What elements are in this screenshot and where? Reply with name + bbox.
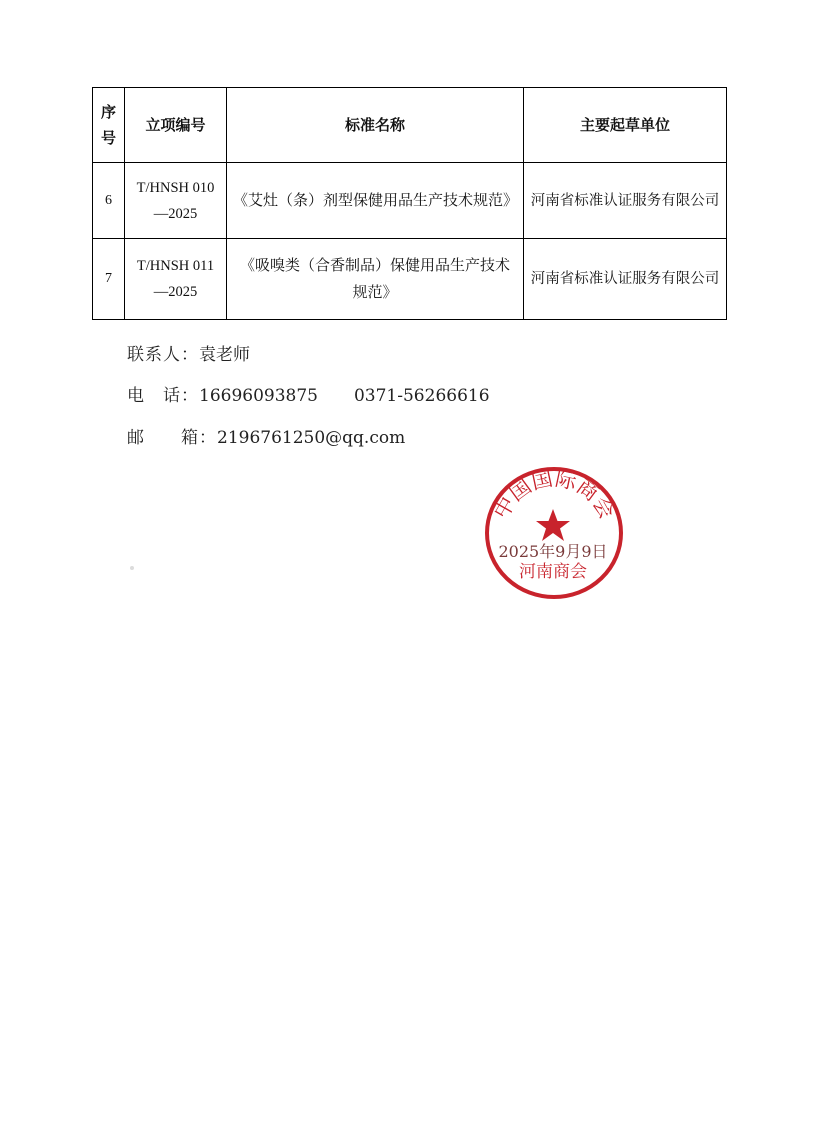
contact-person-line [127, 340, 250, 365]
contact-email-label: 邮 箱： [127, 428, 217, 448]
seal-bottom-text: 河南商会 [519, 562, 587, 582]
header-index: 序号 [93, 88, 125, 163]
row-org: 河南省标准认证服务有限公司 [524, 163, 727, 239]
contact-person: 袁老师 [199, 345, 250, 365]
row-index: 7 [93, 239, 125, 320]
standards-table [92, 87, 727, 320]
row-org: 河南省标准认证服务有限公司 [524, 239, 727, 320]
contact-phone-label: 电 话： [127, 386, 199, 406]
row-standard-name: 《吸嗅类（合香制品）保健用品生产技术规范》 [227, 239, 524, 320]
seal-top-text: 中国国际商会 [488, 466, 620, 523]
contact-phone-line [127, 381, 490, 406]
row-standard-name: 《艾灶（条）剂型保健用品生产技术规范》 [227, 163, 524, 239]
row-code [125, 239, 227, 320]
row-code-line1: T/HNSH 010 [136, 179, 215, 196]
row-code-line2: —2025 [153, 205, 198, 222]
contact-email-line [127, 423, 405, 448]
seal-date: 2025年9月9日 [498, 542, 608, 561]
table-row [93, 163, 727, 239]
row-code-line2: —2025 [153, 284, 198, 300]
table-row [93, 239, 727, 320]
seal-star-icon [536, 509, 570, 541]
row-index: 6 [93, 163, 125, 239]
contact-phone-1: 16696093875 [199, 386, 318, 406]
contact-email: 2196761250@qq.com [217, 428, 406, 448]
scan-speck [130, 566, 134, 570]
header-code: 立项编号 [125, 88, 227, 163]
row-code-line1: T/HNSH 011 [136, 258, 215, 274]
table-header-row [93, 88, 727, 163]
header-org: 主要起草单位 [524, 88, 727, 163]
header-name: 标准名称 [227, 88, 524, 163]
row-code [125, 163, 227, 239]
contact-phone-2: 0371-56266616 [353, 386, 490, 406]
official-seal-icon [474, 462, 632, 604]
contact-person-label: 联系人： [127, 345, 199, 365]
